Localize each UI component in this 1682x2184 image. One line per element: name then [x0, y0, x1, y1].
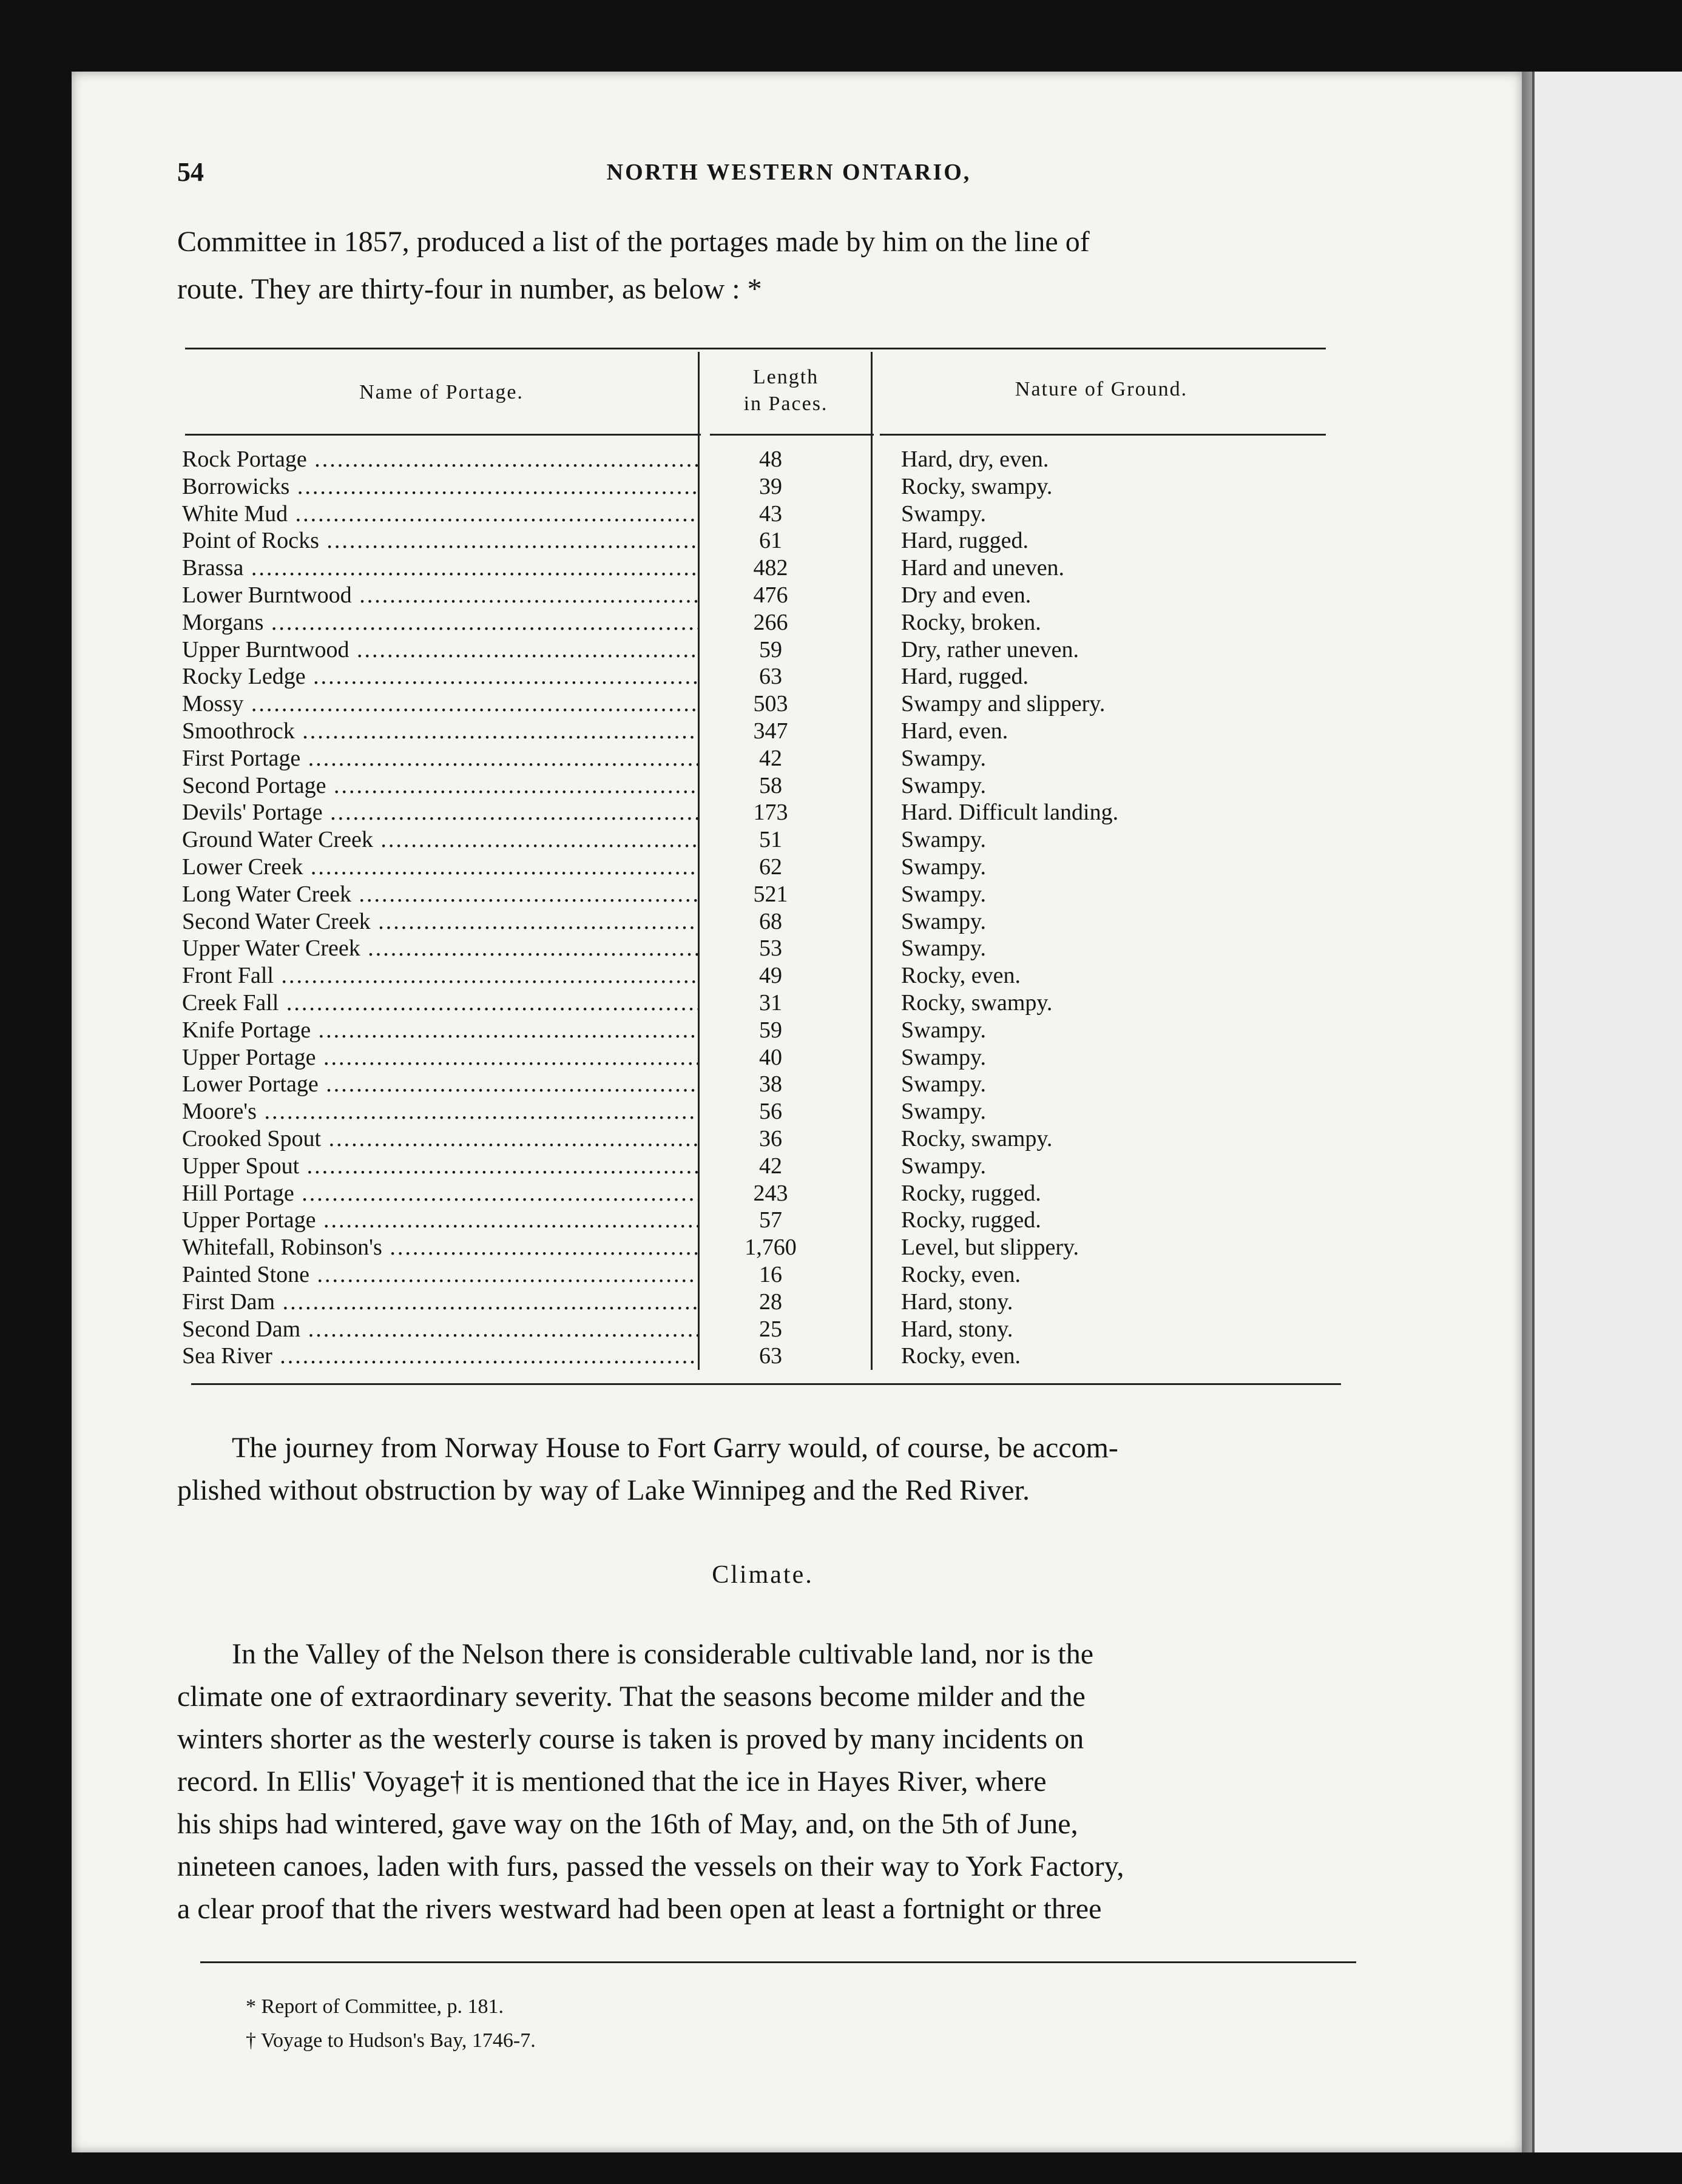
portage-length: 61 — [759, 528, 782, 554]
portage-ground: Swampy. — [901, 745, 987, 771]
portage-table-body — [182, 446, 1335, 1370]
footnote: * Report of Committee, p. 181. — [246, 1995, 504, 2018]
portage-length: 28 — [759, 1289, 782, 1315]
portage-name: Lower Burntwood ..... — [182, 582, 698, 609]
header-length-line: Length — [752, 366, 819, 388]
portage-name: Upper Burntwood ..... — [182, 636, 698, 664]
table-row — [182, 826, 1335, 854]
portage-ground: Swampy. — [901, 881, 987, 907]
portage-ground: Hard, rugged. — [901, 664, 1028, 690]
paragraph-line: nineteen canoes, laden with furs, passed the vessels on their way to York Factory, — [177, 1850, 1124, 1882]
header-length — [701, 364, 871, 417]
portage-ground: Hard, stony. — [901, 1289, 1013, 1315]
portage-name: Borrowicks ..... — [182, 473, 698, 500]
portage-name: Upper Water Creek ..... — [182, 935, 698, 962]
table-row — [182, 908, 1335, 935]
table-bottom-rule — [191, 1383, 1341, 1385]
portage-ground: Dry, rather uneven. — [901, 636, 1079, 662]
table-row — [182, 1044, 1335, 1071]
portage-name: White Mud ..... — [182, 500, 698, 528]
table-row — [182, 989, 1335, 1017]
portage-ground: Hard. Difficult landing. — [901, 800, 1119, 826]
intro-line: Committee in 1857, produced a list of the portages made by him on the line of — [177, 226, 1090, 258]
portage-name: Second Water Creek ..... — [182, 908, 698, 935]
portage-name: First Dam ..... — [182, 1289, 698, 1316]
portage-name: Hill Portage ..... — [182, 1180, 698, 1207]
portage-length: 521 — [753, 881, 788, 907]
portage-ground: Rocky, even. — [901, 963, 1021, 989]
table-row — [182, 1234, 1335, 1261]
portage-ground: Rocky, broken. — [901, 609, 1041, 635]
portage-ground: Swampy. — [901, 827, 987, 853]
portage-name: Upper Portage ..... — [182, 1044, 698, 1071]
portage-ground: Hard and uneven. — [901, 555, 1065, 581]
table-row — [182, 690, 1335, 718]
portage-name: Smoothrock ..... — [182, 718, 698, 745]
portage-length: 25 — [759, 1316, 782, 1342]
portage-name: Rocky Ledge ..... — [182, 663, 698, 690]
portage-name: Crooked Spout ..... — [182, 1125, 698, 1153]
table-row — [182, 1343, 1335, 1370]
portage-ground: Hard, dry, even. — [901, 447, 1049, 472]
portage-ground: Swampy. — [901, 1044, 987, 1070]
portage-length: 59 — [759, 1017, 782, 1043]
table-row — [182, 1207, 1335, 1234]
portage-ground: Hard, rugged. — [901, 528, 1028, 554]
portage-ground: Swampy. — [901, 772, 987, 798]
table-row — [182, 1098, 1335, 1125]
portage-length: 51 — [759, 827, 782, 853]
facing-page-edge — [1532, 72, 1682, 2152]
table-header-rule — [185, 434, 701, 436]
portage-name: Whitefall, Robinson's ..... — [182, 1234, 698, 1261]
header-nature-of-ground: Nature of Ground. — [1015, 378, 1188, 400]
table-row — [182, 1180, 1335, 1207]
portage-length: 59 — [759, 636, 782, 662]
portage-ground: Rocky, swampy. — [901, 473, 1053, 499]
table-row — [182, 1017, 1335, 1044]
portage-length: 31 — [759, 989, 782, 1016]
paragraph-line: his ships had wintered, gave way on the 16th of May, and, on the 5th of June, — [177, 1808, 1078, 1840]
header-length-line: in Paces. — [743, 393, 828, 415]
portage-length: 53 — [759, 935, 782, 962]
portage-ground: Swampy. — [901, 854, 987, 880]
portage-ground: Level, but slippery. — [901, 1235, 1079, 1261]
running-title: NORTH WESTERN ONTARIO, — [606, 160, 971, 185]
portage-ground: Rocky, even. — [901, 1343, 1021, 1369]
portage-ground: Swampy. — [901, 1153, 987, 1179]
portage-length: 16 — [759, 1261, 782, 1287]
table-row — [182, 554, 1335, 582]
paragraph-line: winters shorter as the westerly course is taken is proved by many incidents on — [177, 1723, 1084, 1755]
paragraph-line: a clear proof that the rivers westward had been open at least a fortnight or three — [177, 1893, 1102, 1925]
footnotes — [246, 1990, 536, 2058]
table-row — [182, 962, 1335, 989]
portage-ground: Swampy. — [901, 1071, 987, 1097]
paragraph-line: The journey from Norway House to Fort Garry would, of course, be accom- — [232, 1432, 1118, 1464]
table-row — [182, 1316, 1335, 1343]
table-row — [182, 935, 1335, 962]
portage-length: 173 — [753, 800, 788, 826]
table-row — [182, 473, 1335, 500]
portage-length: 243 — [753, 1180, 788, 1206]
portage-length: 48 — [759, 447, 782, 472]
paragraph-climate — [177, 1633, 1348, 1930]
portage-ground: Hard, even. — [901, 718, 1008, 744]
portage-length: 63 — [759, 1343, 782, 1369]
paragraph-line: plished without obstruction by way of Lake Winnipeg and the Red River. — [177, 1474, 1030, 1506]
portage-length: 38 — [759, 1071, 782, 1097]
section-heading: Climate. — [712, 1561, 814, 1589]
portage-ground: Swampy. — [901, 1017, 987, 1043]
portage-ground: Swampy. — [901, 1099, 987, 1125]
portage-name: Creek Fall ..... — [182, 989, 698, 1017]
table-row — [182, 446, 1335, 473]
portage-length: 40 — [759, 1044, 782, 1070]
portage-name: Second Portage ..... — [182, 772, 698, 800]
portage-name: Front Fall ..... — [182, 962, 698, 989]
portage-name: Point of Rocks ..... — [182, 527, 698, 554]
portage-name: Rock Portage ..... — [182, 446, 698, 473]
portage-name: Upper Portage ..... — [182, 1207, 698, 1234]
portage-length: 42 — [759, 1153, 782, 1179]
table-row — [182, 1071, 1335, 1098]
portage-ground: Swampy and slippery. — [901, 691, 1106, 717]
portage-length: 42 — [759, 745, 782, 771]
portage-name: Devils' Portage ..... — [182, 799, 698, 826]
portage-name: Lower Creek ..... — [182, 854, 698, 881]
table-header-rule — [710, 434, 874, 436]
portage-ground: Rocky, even. — [901, 1261, 1021, 1287]
portage-name: Lower Portage ..... — [182, 1071, 698, 1098]
table-row — [182, 718, 1335, 745]
portage-length: 482 — [753, 555, 788, 581]
footnote-rule — [200, 1961, 1356, 1963]
portage-length: 68 — [759, 908, 782, 934]
portage-ground: Swampy. — [901, 908, 987, 934]
portage-ground: Rocky, rugged. — [901, 1207, 1041, 1233]
portage-length: 503 — [753, 691, 788, 717]
portage-length: 56 — [759, 1099, 782, 1125]
table-row — [182, 881, 1335, 908]
table-row — [182, 745, 1335, 772]
portage-length: 347 — [753, 718, 788, 744]
table-row — [182, 527, 1335, 554]
portage-name: Long Water Creek ..... — [182, 881, 698, 908]
portage-ground: Swampy. — [901, 935, 987, 962]
portage-ground: Swampy. — [901, 500, 987, 527]
portage-name: Upper Spout ..... — [182, 1153, 698, 1180]
intro-text — [177, 218, 1330, 313]
portage-name: Brassa ..... — [182, 554, 698, 582]
portage-length: 266 — [753, 609, 788, 635]
table-row — [182, 582, 1335, 609]
portage-ground: Hard, stony. — [901, 1316, 1013, 1342]
portage-ground: Rocky, swampy. — [901, 989, 1053, 1016]
header-name-of-portage: Name of Portage. — [359, 381, 524, 403]
paragraph-line: In the Valley of the Nelson there is considerable cultivable land, nor is the — [232, 1638, 1094, 1670]
table-row — [182, 1289, 1335, 1316]
portage-length: 49 — [759, 963, 782, 989]
table-top-rule — [185, 348, 1326, 349]
portage-name: Moore's ..... — [182, 1098, 698, 1125]
portage-length: 43 — [759, 500, 782, 527]
portage-length: 62 — [759, 854, 782, 880]
portage-name: Second Dam ..... — [182, 1316, 698, 1343]
table-row — [182, 609, 1335, 636]
portage-name: Mossy ..... — [182, 690, 698, 718]
portage-length: 476 — [753, 582, 788, 608]
table-row — [182, 854, 1335, 881]
paragraph-journey — [177, 1427, 1348, 1512]
table-row — [182, 1153, 1335, 1180]
portage-length: 1,760 — [745, 1235, 797, 1261]
portage-length: 58 — [759, 772, 782, 798]
table-row — [182, 799, 1335, 826]
paragraph-line: record. In Ellis' Voyage† it is mentioned that the ice in Hayes River, where — [177, 1765, 1047, 1798]
portage-length: 57 — [759, 1207, 782, 1233]
table-row — [182, 663, 1335, 690]
portage-name: Knife Portage ..... — [182, 1017, 698, 1044]
portage-name: Ground Water Creek ..... — [182, 826, 698, 854]
portage-name: First Portage ..... — [182, 745, 698, 772]
portage-name: Sea River ..... — [182, 1343, 698, 1370]
table-row — [182, 500, 1335, 528]
intro-line: route. They are thirty-four in number, as below : * — [177, 273, 762, 305]
portage-length: 39 — [759, 473, 782, 499]
footnote: † Voyage to Hudson's Bay, 1746-7. — [246, 2029, 536, 2052]
table-row — [182, 1125, 1335, 1153]
portage-name: Morgans ..... — [182, 609, 698, 636]
portage-ground: Dry and even. — [901, 582, 1032, 608]
paragraph-line: climate one of extraordinary severity. That the seasons become milder and the — [177, 1680, 1086, 1713]
table-row — [182, 772, 1335, 800]
portage-name: Painted Stone ..... — [182, 1261, 698, 1289]
table-header-rule — [880, 434, 1326, 436]
portage-ground: Rocky, rugged. — [901, 1180, 1041, 1206]
portage-length: 36 — [759, 1125, 782, 1151]
table-row — [182, 1261, 1335, 1289]
portage-length: 63 — [759, 664, 782, 690]
page-number: 54 — [177, 157, 204, 187]
table-row — [182, 636, 1335, 664]
portage-ground: Rocky, swampy. — [901, 1125, 1053, 1151]
